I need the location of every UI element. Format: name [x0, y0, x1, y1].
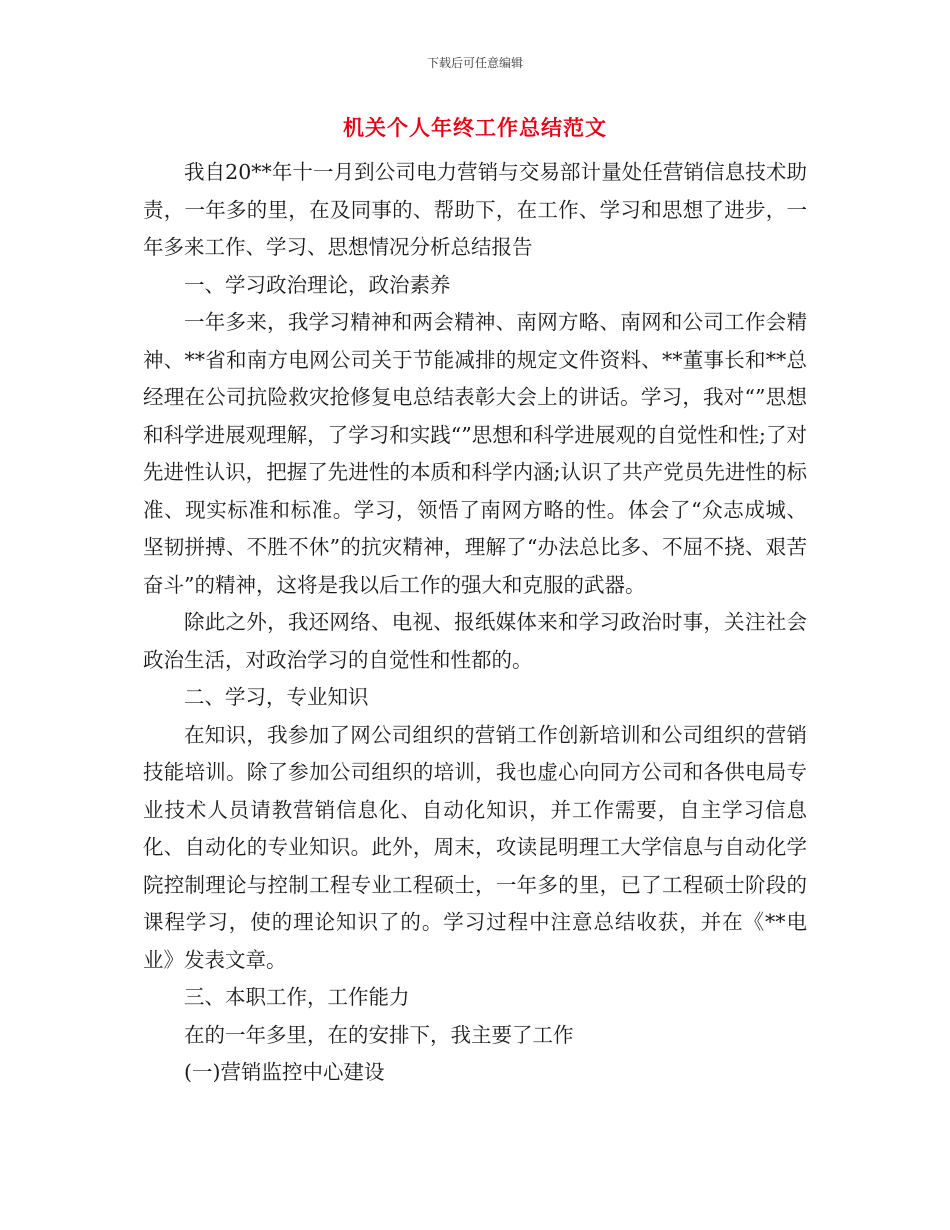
paragraph-intro: 我自20**年十一月到公司电力营销与交易部计量处任营销信息技术助责，一年多的里，在及同事的、帮助下，在工作、学习和思想了进步，一年多来工作、学习、思想情况分析总结报告	[143, 160, 807, 259]
paragraph-current-affairs: 除此之外，我还网络、电视、报纸媒体来和学习政治时事，关注社会政治生活，对政治学习的自觉性和性都的。	[143, 610, 807, 672]
document-body	[143, 154, 807, 1092]
section-heading-3: 三、本职工作，工作能力	[184, 985, 410, 1009]
page-header: 下载后可任意编辑	[426, 56, 523, 70]
paragraph-work-intro: 在的一年多里，在的安排下，我主要了工作	[184, 1022, 574, 1047]
paragraph-political-study: 一年多来，我学习精神和两会精神、南网方略、南网和公司工作会精神、**省和南方电网公司关于节能减排的规定文件资料、**董事长和**总经理在公司抗险救灾抢修复电总结表彰大会上的讲话。学习，我对“”思想和科学进展观理解，了学习和实践“”思想和科学进展观的自觉性和性;了对先进性认识，把握了先进性的本质和科学内涵;认识了共产党员先进性的标准、现实标准和标准。学习，领悟了南网方略的性。体会了“众志成城、坚韧拼搏、不胜不休”的抗灾精神，理解了“办法总比多、不屈不挠、艰苦奋斗”的精神，这将是我以后工作的强大和克服的武器。	[143, 310, 807, 597]
section-heading-1: 一、学习政治理论，政治素养	[184, 272, 451, 297]
paragraph-professional-knowledge: 在知识，我参加了网公司组织的营销工作创新培训和公司组织的营销技能培训。除了参加公司组织的培训，我也虚心向同方公司和各供电局专业技术人员请教营销信息化、自动化知识，并工作需要，自主学习信息化、自动化的专业知识。此外，周末，攻读昆明理工大学信息与自动化学院控制理论与控制工程专业工程硕士，一年多的里，已了工程硕士阶段的课程学习，使的理论知识了的。学习过程中注意总结收获，并在《**电业》发表文章。	[143, 722, 807, 972]
document-title: 机关个人年终工作总结范文	[343, 116, 607, 140]
section-heading-2: 二、学习，专业知识	[184, 685, 369, 709]
subsection-heading-1: (一)营销监控中心建设	[184, 1060, 385, 1084]
